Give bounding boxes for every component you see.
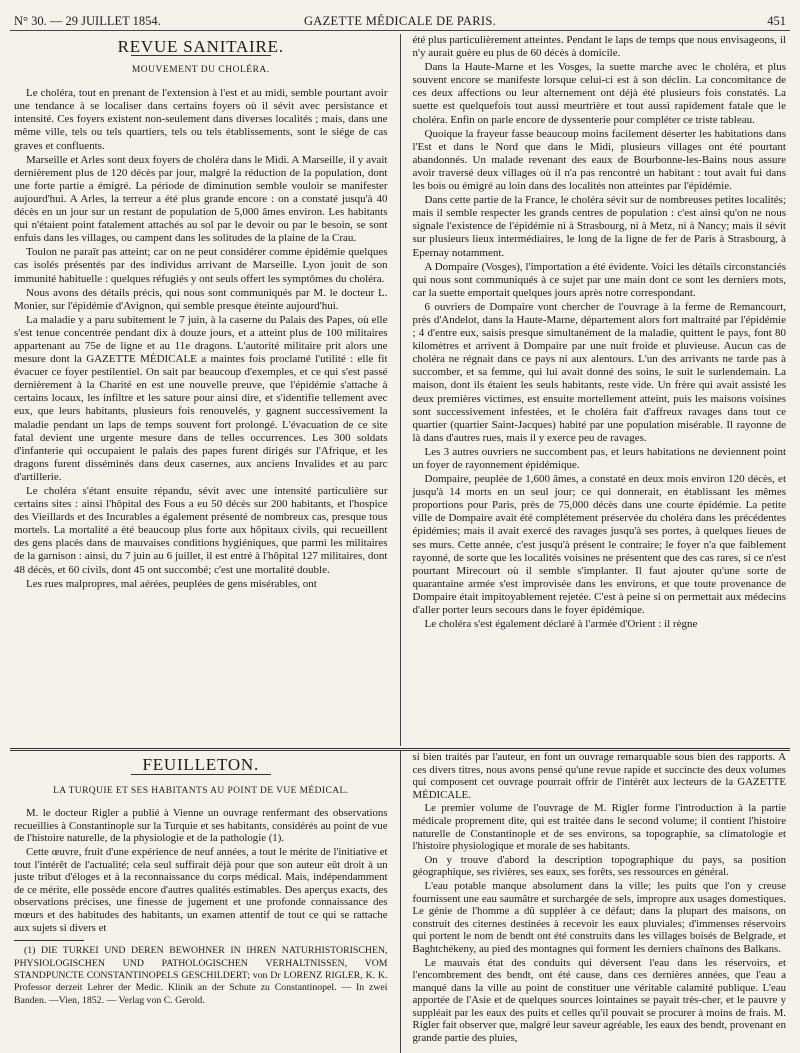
feuilleton-section [10, 751, 790, 1053]
paragraph: M. le docteur Rigler a publié à Vienne un ouvrage renfermant des observations recueillies à Constantinople sur la Turquie et ses habitants, considérés au point de vue de l'histoire naturelle, de la physiologie et de la pathologie (1). [14, 807, 388, 845]
feuilleton-subtitle: LA TURQUIE ET SES HABITANTS AU POINT DE VUE MÉDICAL. [53, 785, 349, 796]
revue-left-column [10, 34, 400, 746]
paragraph: 6 ouvriers de Dompaire vont chercher de l'ouvrage à la ferme de Remancourt, près d'Andelot, dans la Haute-Marne, département alors fort maltraité par l'épidémie ; 4 d'entre eux, saisis presque simultanément de la maladie, quittent le pays, font 80 kilomètres et arrivent à Dompaire par une nuit froide et pluvieuse. Aucun cas de choléra ne régnait dans ce pays ni aux alentours. L'un des arrivants ne tarde pas à succomber, et sa femme, qui lui avait donné des soins, le suit le surlendemain. La maison, dont ils étaient les seuls habitants, reste vide. Un frère qui avait assisté les deux premières victimes, est ensuite mortellement atteint, puis les maisons voisines sont successivement infestées, et le choléra fait d'affreux ravages dans tout ce quartier (quartier Saint-Jacques) habité par une population misérable. Il rayonne de là dans d'autres rues, mais il y exerce peu de ravages. [412, 300, 786, 444]
paragraph: Dans la Haute-Marne et les Vosges, la suette marche avec le choléra, et plus souvent encore se manifeste lorsque celui-ci est à son déclin. La concomitance de ces deux affections ou leur alternement ont déjà été plusieurs fois constatés. La suette est quelquefois tout aussi meurtrière et tout aussi rapidement fatale que le choléra. Enfin on parle encore de dyssenterie pour compléter ce triste tableau. [412, 61, 786, 126]
paragraph: Le mauvais état des conduits qui déversent l'eau dans les réservoirs, et l'encombrement des bendt, ont été cause, dans ces dernières années, que l'eau a manqué dans la ville au point de constituer une véritable calamité publique. L'eau apportée de l'Asie et de quelques sources lointaines se payait très-cher, et le pauvre y suppléait par les eaux des puits et celles qu'il pouvait se procurer à moins de frais. M. Rigler fait observer que, malgré leur saveur agréable, les eaux des bendt, provenant en grande partie des pluies, [412, 956, 786, 1045]
paragraph: Dans cette partie de la France, le choléra sévit sur de nombreuses petites localités; mais il semble respecter les grands centres de population : c'est ainsi qu'on ne nous signale l'existence de l'épidémie ni à Strasbourg, ni à Metz, ni à Nancy; mais il sévit sur plusieurs lieux intermédiaires, le long de la ligne de fer de Paris à Strasbourg, à Epernay notamment. [412, 194, 786, 259]
footnote: (1) DIE TURKEI UND DEREN BEWOHNER IN IHREN NATURHISTORISCHEN, PHYSIOLOGISCHEN UND PATHOLOGISCHEN VERHALTNISSEN, VOM STANDPUNCTE CONSTANTINOPELS GESCHILDERT; von Dr LORENZ RIGLER, K. K. Professor derzeit Lehrer der Medic. Klinik an der Schute zu Constantinopel. — In zwei Banden. —Vien, 1852. — Verlag von C. Gerold. [14, 945, 388, 1006]
paragraph: Marseille et Arles sont deux foyers de choléra dans le Midi. A Marseille, il y avait dernièrement plus de 120 décès par jour, malgré la réduction de la population, dont une forte partie a émigré. La période de diminution semble vouloir se manifester aujourd'hui. A Arles, la terreur a été plus grande encore : on a constaté jusqu'à 40 décès en un jour sur un restant de population de 5,000 âmes environ. Les habitants qui n'étaient point fatalement attachés au sol par le devoir ou par le besoin, se sont enfuis dans les villages, ou campent dans les solitudes de la plaine de la Crau. [14, 153, 388, 245]
paragraph: On y trouve d'abord la description topographique du pays, sa position géographique, ses rivières, ses eaux, ses forêts, ses ressources en général. [412, 853, 786, 879]
paragraph: Le choléra, tout en prenant de l'extension à l'est et au midi, semble pourtant avoir une tendance à se localiser dans certains foyers où il sévit avec persistance et intensité. Ces foyers existent non-seulement dans diverses localités ; mais, dans une même ville, tels ou tels quartiers, tels ou tels établissements, sont le siége de cas graves et confluents. [14, 87, 388, 152]
paragraph: Les 3 autres ouvriers ne succombent pas, et leurs habitations ne deviennent point un foyer de rayonnement épidémique. [412, 445, 786, 471]
paragraph: Le choléra s'étant ensuite répandu, sévit avec une intensité particulière sur certains sites : ainsi l'hôpital des Fous a eu 50 décès sur 200 habitants, et l'hospice des Vieillards et des Incurables a également présenté de nombreux cas, presque tous mortels. La mortalité a été beaucoup plus forte aux hôpitaux civils, qui recueillent des gens placés dans de mauvaises conditions hygiéniques, que parmi les militaires de la garnison : ainsi, du 7 juin au 6 juillet, il est entré à l'hôpital 127 militaires, dont 48 décès, et 60 civils, dont 45 ont succombé; c'est une mortalité double. [14, 485, 388, 576]
page-number: 451 [767, 14, 786, 28]
revue-right-column [401, 34, 791, 746]
paragraph: été plus particulièrement atteintes. Pendant le laps de temps que nous envisageons, il n'y aurait guère eu plus de 60 décès à domicile. [412, 34, 786, 60]
paragraph: L'eau potable manque absolument dans la ville; les puits que l'on y creuse fournissent une eau saumâtre et surchargée de sels, impropre aux usages domestiques. Le génie de l'homme a dû suppléer à ce défaut; dans la plupart des maisons, on construit des citernes destinées à recevoir les eaux pluviales; d'immenses réservoirs qui portent le nom de bendt ont été construits dans les villages boisés de Belgrade, et Baghtchékeny, au pied des montagnes qui forment les derniers chaînons des Balkans. [412, 879, 786, 955]
feuilleton-left-column [10, 751, 400, 1053]
paragraph: Le choléra s'est également déclaré à l'armée d'Orient : il règne [424, 618, 698, 631]
feuilleton-title: FEUILLETON. [142, 755, 260, 774]
paragraph: Dompaire, peuplée de 1,600 âmes, a constaté en deux mois environ 120 décès, et jusqu'à 14 morts en un seul jour; ce qui donnerait, en établissant les mêmes proportions pour Paris, près de 75,000 décès dans une courte épidémie. La petite ville de Dompaire avait été complétement préservée du choléra dans les précédentes épidémies; mais il avait exercé des ravages jusqu'à ses portes, à quelques lieues de ses murs. Cette année, c'est jusqu'à présent le contraire; le foyer n'a que faiblement rayonné, de sorte que les localités voisines ne présentent que des cas rares, si ce n'est pourtant Mirecourt où il semble s'implanter. Il faut ajouter qu'une sorte de quarantaine armée s'est improvisée dans les environs, et que toute provenance de Dompaire était impitoyablement rejetée. C'est à peine si on permettait aux médecins d'aller porter leurs secours dans le foyer épidémique. [412, 473, 786, 617]
paragraph: Les rues malpropres, mal aérées, peuplées de gens misérables, ont [26, 577, 317, 590]
section-subtitle: MOUVEMENT DU CHOLÉRA. [131, 65, 270, 76]
feuilleton-right-column [401, 751, 791, 1053]
issue-date: N° 30. — 29 JUILLET 1854. [14, 14, 161, 28]
journal-title: GAZETTE MÉDICALE DE PARIS. [303, 14, 497, 28]
paragraph: La maladie y a paru subitement le 7 juin, à la caserne du Palais des Papes, où elle s'est tenue concentrée pendant dix à douze jours, et a atteint plus de 100 militaires appartenant au 75e de ligne et au 11e dragons. L'autorité militaire prit alors une mesure dont la GAZETTE MÉDICALE a maintes fois proclamé l'utilité : elle fit évacuer ce foyer pestilentiel. On sait par beaucoup d'exemples, et ce qui s'est passé dernièrement à la Charité en est une nouvelle preuve, que l'épidémie s'attache à certains locaux, les infiltre et les sature pour ainsi dire, et s'identifie tellement avec eux, que leurs habitants, plusieurs fois renouvelés, y gagnent successivement la maladie pendant un laps de temps souvent fort prolongé. L'évacuation de ce site fatal devient une urgente mesure dans de telles occurrences. Les 300 soldats d'infanterie qui occupaient le palais des papes furent dirigés sur l'Afrique, et les dragons furent disséminés dans deux casernes, aux anciens Invalides et au parc d'artillerie. [14, 313, 388, 483]
footnote-rule [14, 940, 84, 941]
section-title: REVUE SANITAIRE. [117, 37, 284, 56]
paragraph: Quoique la frayeur fasse beaucoup moins facilement déserter les habitations dans l'Est et dans le Nord que dans le Midi, plusieurs villages ont été pourtant abandonnés. Un malade revenant des eaux de Bourbonne-les-Bains nous assure avoir traversé deux villages où il n'a pas rencontré un habitant : tout avait fui dans les bois ou émigré au loin dans des localités non atteintes par l'épidémie. [412, 127, 786, 193]
page-header [10, 12, 790, 31]
paragraph: Toulon ne paraît pas atteint; car on ne peut considérer comme épidémie quelques cas isolés présentés par des individus arrivant de Marseille. Lyon jouit de son immunité habituelle : quelques réfugiés y ont seuls offert les symptômes du choléra. [14, 246, 388, 285]
paragraph: Le premier volume de l'ouvrage de M. Rigler forme l'introduction à la partie médicale proprement dite, qui est traitée dans le second volume; il contient l'histoire naturelle de Constantinople et de ses environs, sa topographie, sa climatologie et l'histoire physiologique et morale de ses habitants. [412, 802, 786, 853]
revue-sanitaire-section [10, 34, 790, 746]
paragraph: A Dompaire (Vosges), l'importation a été évidente. Voici les détails circonstanciés qui nous sont communiqués à ce sujet par une main dont ce sont les derniers mots, car la suette emportait quelques jours après notre correspondant. [412, 260, 786, 299]
paragraph: Nous avons des détails précis, qui nous sont communiqués par M. le docteur L. Monier, sur l'épidémie d'Avignon, qui semble presque éteinte aujourd'hui. [14, 286, 388, 312]
paragraph: si bien traités par l'auteur, en font un ouvrage remarquable sous bien des rapports. A ces divers titres, nous avons pensé qu'une revue rapide et succincte des deux volumes qui composent cet ouvrage pourrait offrir de l'intérêt aux lecteurs de la GAZETTE MÉDICALE. [412, 751, 786, 801]
paragraph: Cette œuvre, fruit d'une expérience de neuf années, a tout le mérite de l'initiative et tout l'intérêt de l'actualité; cela seul suffirait déjà pour que son auteur eût droit à un juste tribut d'éloges et à la reconnaissance du corps médical. Mais, indépendamment de ce mérite, elle possède encore d'autres qualités estimables. Des aperçus exacts, des observations précises, une finesse de jugement et une profonde connaissance des mœurs et des habitudes des habitants, un examen attentif de tout ce qui se rattache aux sujets si divers et [14, 845, 388, 934]
